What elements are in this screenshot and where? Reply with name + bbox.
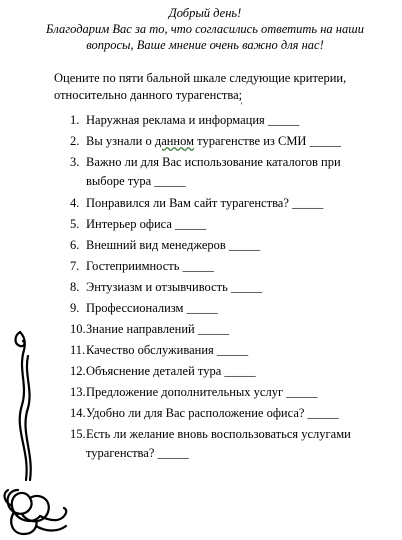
question-text [86,133,390,150]
question-item [70,384,390,401]
question-number: 9. [70,301,80,315]
question-number: 5. [70,217,80,231]
greeting-thanks-line: Благодарим Вас за то, что согласились ответить на наши [46,22,364,36]
question-item [70,426,390,463]
question-text: Понравился ли Вам сайт турагенства? _____ [86,196,324,210]
question-item [70,133,390,150]
question-text: Внешний вид менеджеров _____ [86,238,261,252]
question-text-line: Есть ли желание вновь воспользоваться услугами [86,427,351,441]
question-text: Знание направлений _____ [86,322,230,336]
question-item [70,300,390,317]
question-text: Интерьер офиса _____ [86,217,207,231]
question-number: 15. [70,427,86,441]
question-number: 14. [70,406,86,420]
question-item [70,363,390,380]
instructions-line-1: Оцените по пяти бальной шкале следующие критерии, [54,71,347,85]
question-item [70,342,390,359]
question-number: 10. [70,322,86,336]
instructions-line-2-text: относительно данного турагенства [54,88,239,102]
question-item [70,258,390,275]
greeting-header [8,5,402,53]
question-item [70,279,390,296]
question-number: 6. [70,238,80,252]
question-item [70,154,390,191]
question-number: 4. [70,196,80,210]
question-list [70,112,390,467]
survey-instructions [54,70,384,104]
question-text: Объяснение деталей тура _____ [86,364,256,378]
question-text: Предложение дополнительных услуг _____ [86,385,318,399]
instructions-line-2-semicolon: ; [238,88,243,102]
question-text: Удобно ли для Вас расположение офиса? _____ [86,406,339,420]
question-number: 1. [70,113,80,127]
question-text-continuation: выборе тура _____ [86,174,186,188]
question-text-continuation: турагенства? _____ [86,446,189,460]
question-text-part: турагенстве из СМИ _____ [194,134,341,148]
question-number: 3. [70,155,80,169]
question-text-spellcheck-word: данном [154,134,195,148]
question-text [86,426,390,463]
question-text: Профессионализм _____ [86,301,218,315]
question-number: 8. [70,280,80,294]
question-item [70,112,390,129]
question-item [70,321,390,338]
question-text: Энтузиазм и отзывчивость _____ [86,280,263,294]
question-number: 12. [70,364,86,378]
question-number: 13. [70,385,86,399]
question-number: 11. [70,343,86,357]
question-number: 2. [70,134,80,148]
question-item [70,216,390,233]
question-text: Качество обслуживания _____ [86,343,249,357]
question-item [70,237,390,254]
question-text-line: Важно ли для Вас использование каталогов при [86,155,341,169]
question-text-part: Вы узнали о [86,134,155,148]
question-item [70,195,390,212]
question-item [70,405,390,422]
question-text: Гостеприимность _____ [86,259,214,273]
question-text [86,154,390,191]
question-number: 7. [70,259,80,273]
greeting-title: Добрый день! [168,6,242,20]
question-text: Наружная реклама и информация _____ [86,113,300,127]
celtic-knot-border-icon [0,330,70,540]
instructions-line-2 [54,87,384,104]
greeting-importance-line: вопросы, Ваше мнение очень важно для нас! [86,38,324,52]
